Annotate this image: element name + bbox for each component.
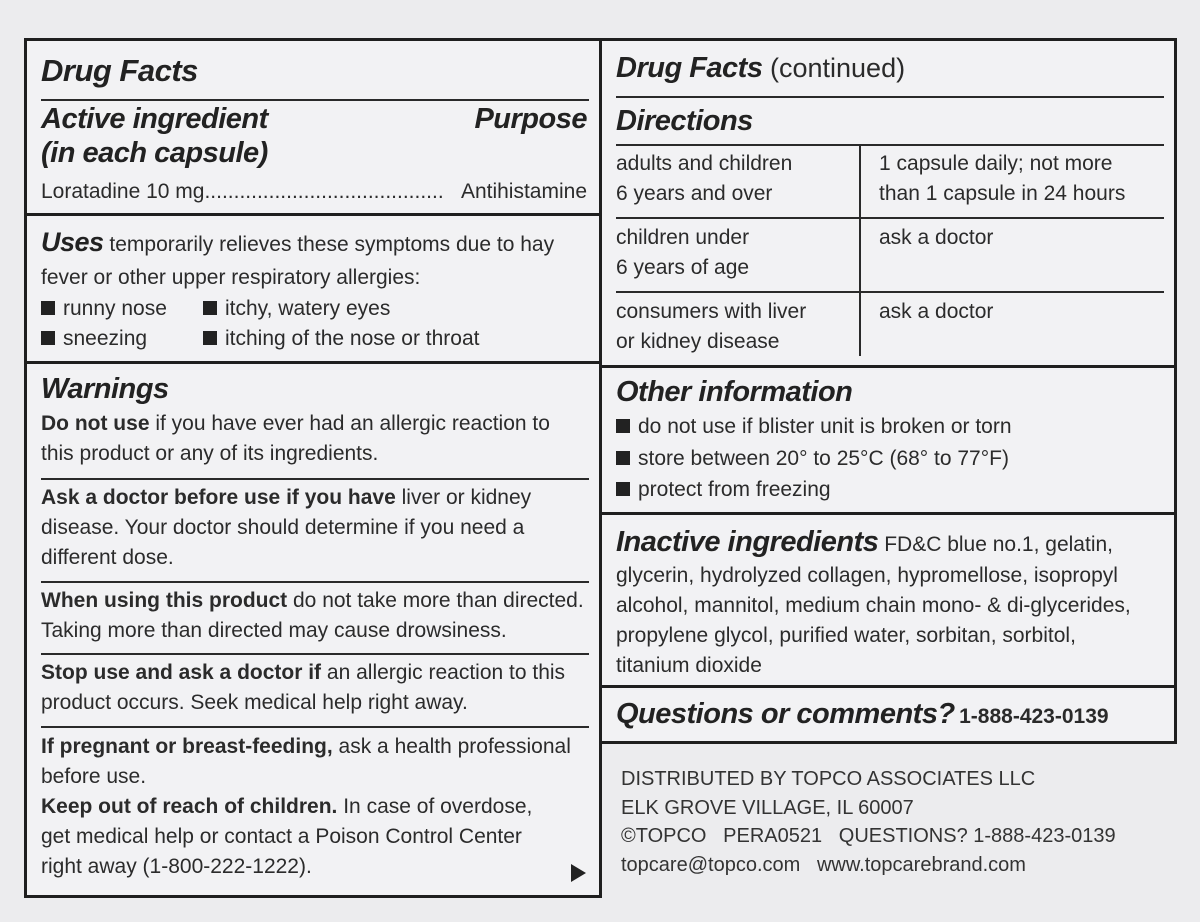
bullet-square-icon: [616, 419, 630, 433]
directions-who: adults and children: [616, 152, 793, 175]
uses-bullet: runny nose: [41, 294, 167, 324]
keep-out-line2: get medical help or contact a Poison Control Center: [41, 825, 522, 848]
directions-who: consumers with liver: [616, 300, 807, 323]
directions-who: children under: [616, 226, 750, 249]
table-column-divider: [859, 145, 861, 356]
inactive-line: alcohol, mannitol, medium chain mono- & di-glycerides,: [616, 594, 1131, 617]
directions-dose: ask a doctor: [879, 300, 994, 323]
directions-dose: ask a doctor: [879, 226, 994, 249]
ask-doctor-line3: different dose.: [41, 546, 174, 569]
drug-facts-left-panel: [24, 38, 602, 898]
ingredient-dots: .........................................: [204, 180, 444, 203]
pregnant-line1: If pregnant or breast-feeding, ask a health professional: [41, 735, 571, 758]
stop-use-line1: Stop use and ask a doctor if an allergic reaction to this: [41, 661, 566, 684]
purpose-heading: Purpose: [474, 103, 587, 135]
do-not-use-line2: this product or any of its ingredients.: [41, 442, 379, 465]
directions-dose: than 1 capsule in 24 hours: [879, 182, 1126, 205]
questions-heading: Questions or comments?: [616, 698, 955, 730]
directions-heading: Directions: [616, 105, 753, 137]
uses-text-line1: temporarily relieves these symptoms due to hay: [109, 233, 555, 256]
bullet-square-icon: [616, 451, 630, 465]
divider: [616, 96, 1164, 98]
do-not-use-line1: Do not use if you have ever had an allergic reaction to: [41, 412, 550, 435]
distributor-contact: topcare@topco.com www.topcarebrand.com: [621, 853, 1026, 876]
other-info-bullet: protect from freezing: [616, 475, 831, 505]
questions-section: [599, 685, 1177, 744]
uses-text-line2: fever or other upper respiratory allergies:: [41, 266, 421, 289]
divider: [41, 99, 589, 101]
inactive-ingredients-section: [599, 512, 1177, 688]
directions-who: 6 years and over: [616, 182, 773, 205]
ingredient-purpose: Antihistamine: [460, 180, 587, 203]
divider: [41, 726, 589, 728]
directions-who: 6 years of age: [616, 256, 750, 279]
keep-out-line3: right away (1-800-222-1222).: [41, 855, 312, 878]
distributor-line: DISTRIBUTED BY TOPCO ASSOCIATES LLC: [621, 768, 1036, 790]
active-ingredient-heading: Active ingredient: [41, 103, 268, 135]
distributor-codes: ©TOPCO PERA0521 QUESTIONS? 1-888-423-0139: [621, 825, 1116, 847]
ingredient-name: Loratadine 10 mg: [41, 180, 205, 203]
drug-facts-title-cont: Drug Facts: [616, 52, 763, 84]
when-using-line1: When using this product do not take more than directed.: [41, 589, 584, 612]
directions-dose: 1 capsule daily; not more: [879, 152, 1113, 175]
drug-facts-title: Drug Facts: [41, 53, 198, 88]
uses-section: [41, 227, 596, 260]
ask-doctor-line1: Ask a doctor before use if you have liver or kidney: [41, 486, 532, 509]
directions-who: or kidney disease: [616, 330, 780, 353]
section-divider: [27, 361, 599, 364]
table-row-divider: [616, 217, 1164, 219]
inactive-line: propylene glycol, purified water, sorbitan, sorbitol,: [616, 624, 1076, 647]
distributor-address: ELK GROVE VILLAGE, IL 60007: [621, 796, 914, 819]
divider: [41, 478, 589, 480]
questions-phone: 1-888-423-0139: [959, 705, 1109, 728]
inactive-ingredients-heading: Inactive ingredients: [616, 526, 879, 558]
bullet-square-icon: [203, 331, 217, 345]
bullet-square-icon: [41, 331, 55, 345]
section-divider: [27, 213, 599, 216]
bullet-square-icon: [616, 482, 630, 496]
inactive-line1: Inactive ingredients FD&C blue no.1, gelatin,: [616, 526, 1113, 558]
warnings-heading: Warnings: [41, 373, 169, 405]
when-using-line2: Taking more than directed may cause drowsiness.: [41, 619, 507, 642]
ask-doctor-line2: disease. Your doctor should determine if you need a: [41, 516, 525, 539]
uses-bullet: sneezing: [41, 324, 147, 354]
other-information-section: [599, 365, 1177, 515]
bullet-square-icon: [203, 301, 217, 315]
inactive-line: glycerin, hydrolyzed collagen, hypromellose, isopropyl: [616, 564, 1118, 587]
uses-bullet: itching of the nose or throat: [203, 324, 480, 354]
other-information-heading: Other information: [616, 376, 853, 408]
continued-title: [616, 53, 905, 83]
divider: [616, 144, 1164, 146]
other-info-bullet: do not use if blister unit is broken or torn: [616, 412, 1012, 442]
active-ingredient-subheading: (in each capsule): [41, 137, 268, 169]
continue-arrow-icon: [571, 864, 586, 882]
uses-heading: Uses: [41, 227, 104, 257]
distributor-info: [621, 765, 1116, 879]
other-info-bullet: store between 20° to 25°C (68° to 77°F): [616, 444, 1009, 474]
bullet-square-icon: [41, 301, 55, 315]
divider: [41, 581, 589, 583]
drug-facts-right-panel: [599, 38, 1177, 368]
keep-out-line1: Keep out of reach of children. In case of overdose,: [41, 795, 533, 818]
inactive-line: titanium dioxide: [616, 654, 762, 677]
uses-bullet: itchy, watery eyes: [203, 294, 390, 324]
divider: [41, 653, 589, 655]
pregnant-line2: before use.: [41, 765, 147, 788]
questions-line: [616, 698, 1109, 731]
table-row-divider: [616, 291, 1164, 293]
continued-label: (continued): [770, 53, 906, 83]
stop-use-line2: product occurs. Seek medical help right away.: [41, 691, 468, 714]
